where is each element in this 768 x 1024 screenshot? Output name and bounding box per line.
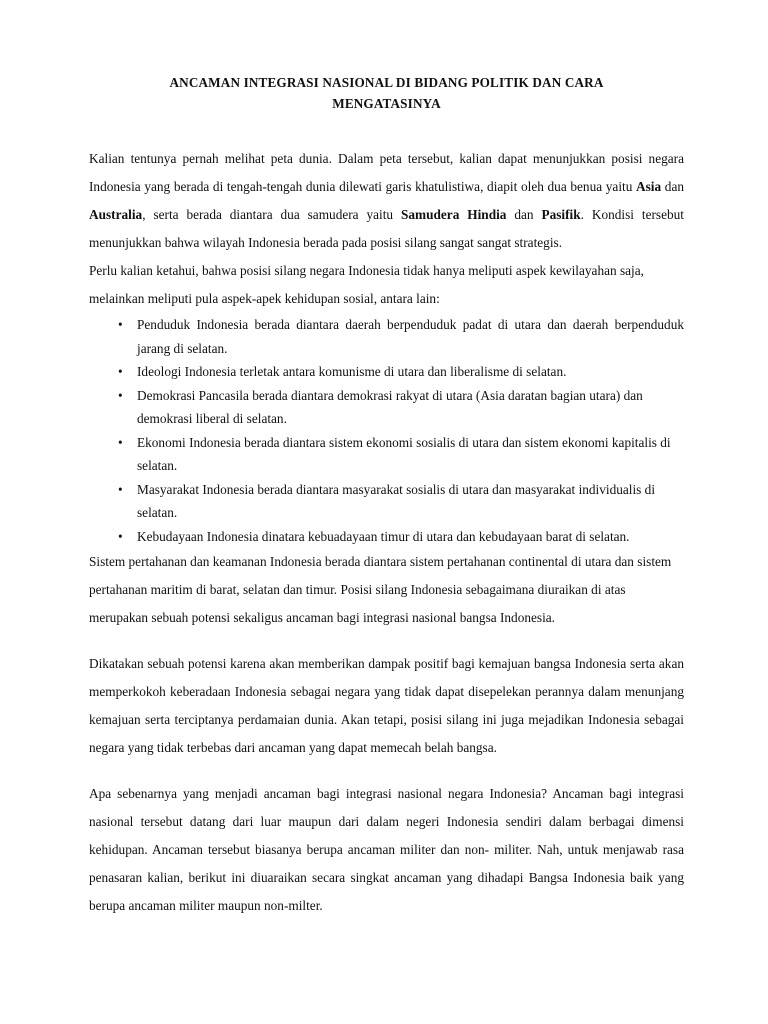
paragraph-5: Apa sebenarnya yang menjadi ancaman bagi integrasi nasional negara Indonesia? Ancaman bagi integrasi nasional tersebut datang dari luar maupun dari dalam negeri Indonesia sendiri dalam berbagai dimensi kehidupan. Ancaman tersebut biasanya berupa ancaman militer dan non- militer. Nah, untuk menjawab rasa penasaran kalian, berikut ini diuaraikan secara singkat ancaman yang dihadapi Bangsa Indonesia baik yang berupa ancaman militer maupun non-milter. [89, 786, 684, 913]
paragraph-1 [89, 145, 684, 257]
list-item-label: Ekonomi Indonesia berada diantara sistem ekonomi sosialis di utara dan sistem ekonomi kapitalis di selatan. [137, 434, 671, 473]
paragraph-1-text-b: dan [661, 179, 684, 194]
list-item [89, 525, 684, 549]
paragraph-1-text-c: , serta berada diantara dua samudera yaitu [142, 207, 401, 222]
paragraph-3: Sistem pertahanan dan keamanan Indonesia berada diantara sistem pertahanan continental di utara dan sistem pertahanan maritim di barat, selatan dan timur. Posisi silang Indonesia sebagaimana diuraikan di atas merupakan sebuah potensi sekaligus ancaman bagi integrasi nasional bangsa Indonesia. [89, 554, 672, 625]
bullet-icon: • [118, 387, 123, 403]
bullet-icon: • [118, 317, 123, 332]
list-item-label: Ideologi Indonesia terletak antara komunisme di utara dan liberalisme di selatan. [137, 364, 567, 379]
list-item-label: Masyarakat Indonesia berada diantara masyarakat sosialis di utara dan masyarakat individualis di selatan. [137, 481, 656, 520]
bullet-icon: • [118, 528, 123, 544]
page-title: ANCAMAN INTEGRASI NASIONAL DI BIDANG POLITIK DAN CARA MENGATASINYA [169, 75, 604, 111]
list-item [89, 478, 684, 525]
list-item-label: Kebudayaan Indonesia dinatara kebuadayaan timur di utara dan kebudayaan barat di selatan. [137, 528, 630, 544]
list-item [89, 431, 684, 478]
list-item [89, 384, 684, 431]
list-item-label: Penduduk Indonesia berada diantara daerah berpenduduk padat di utara dan daerah berpenduduk jarang di selatan. [137, 317, 684, 356]
bullet-icon: • [118, 481, 123, 497]
bullet-icon: • [118, 434, 123, 450]
bullet-list [89, 313, 684, 548]
bold-term-samudera-hindia: Samudera Hindia [400, 207, 507, 222]
paragraph-1-text-a: Kalian tentunya pernah melihat peta dunia. Dalam peta tersebut, kalian dapat menunjukkan posisi negara Indonesia yang berada di tengah-tengah dunia dilewati garis khatulistiwa, diapit oleh dua benua yaitu [89, 151, 684, 194]
bullet-icon: • [118, 364, 123, 379]
list-item [89, 313, 684, 360]
paragraph-1-text-d: dan [506, 207, 542, 222]
bold-term-asia: Asia [636, 179, 662, 194]
bold-term-australia: Australia [89, 207, 143, 222]
list-item-label: Demokrasi Pancasila berada diantara demokrasi rakyat di utara (Asia daratan bagian utara) dan demokrasi liberal di selatan. [137, 387, 643, 426]
bold-term-pasifik: Pasifik [541, 207, 581, 222]
paragraph-1-text-e: . Kondisi tersebut menunjukkan bahwa wilayah Indonesia berada pada posisi silang sangat sangat strategis. [89, 207, 684, 250]
paragraph-4: Dikatakan sebuah potensi karena akan memberikan dampak positif bagi kemajuan bangsa Indonesia serta akan memperkokoh keberadaan Indonesia sebagai negara yang tidak dapat disepelekan perannya dalam menunjang kemajuan serta terciptanya perdamaian dunia. Akan tetapi, posisi silang ini juga mejadikan Indonesia sebagai negara yang tidak terbebas dari ancaman yang dapat memecah belah bangsa. [89, 656, 684, 755]
document-body [89, 72, 684, 920]
paragraph-2: Perlu kalian ketahui, bahwa posisi silang negara Indonesia tidak hanya meliputi aspek kewilayahan saja, melainkan meliputi pula aspek-apek kehidupan sosial, antara lain: [89, 263, 644, 306]
list-item [89, 360, 684, 384]
